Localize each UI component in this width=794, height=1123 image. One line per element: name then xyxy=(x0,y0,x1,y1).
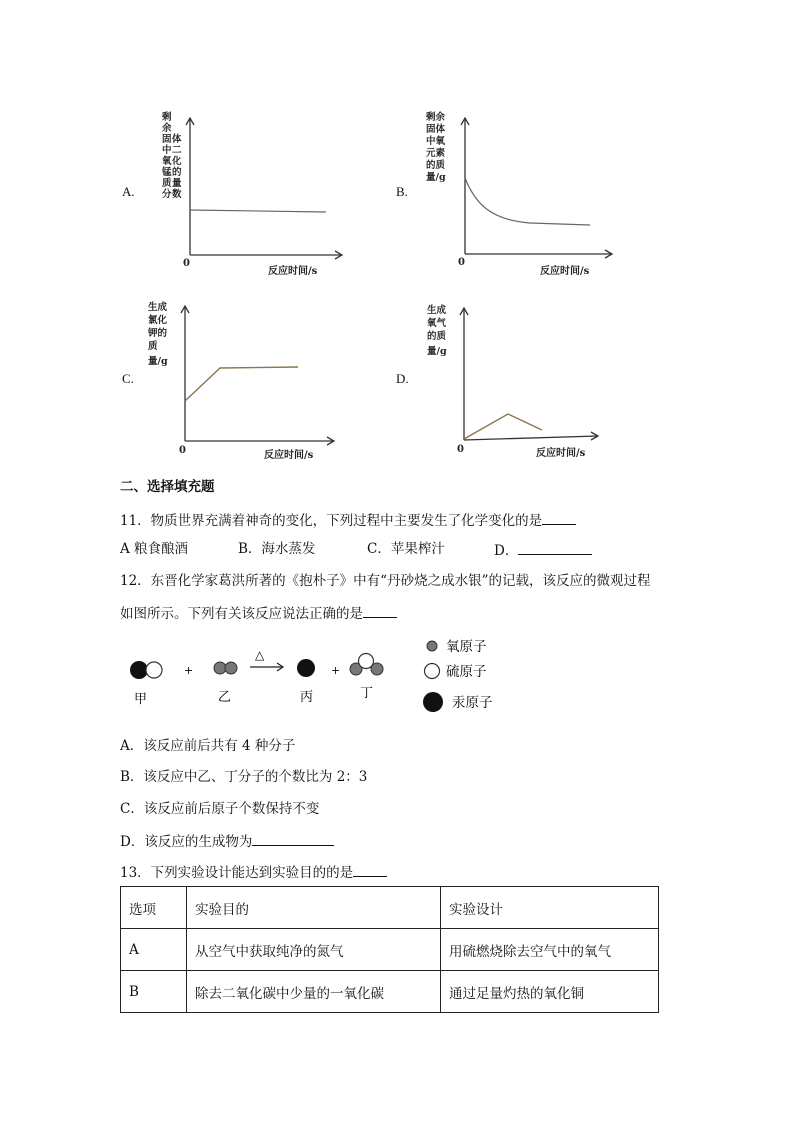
svg-text:钾的: 钾的 xyxy=(148,328,168,339)
q12-stem-line1: 12．东晋化学家葛洪所著的《抱朴子》中有“丹砂烧之成水银”的记载，该反应的微观过程 xyxy=(120,573,651,589)
q12-stem-line2: 如图所示。下列有关该反应说法正确的是 xyxy=(120,603,397,623)
table-cell: 用硫燃烧除去空气中的氧气 xyxy=(441,929,659,971)
graph-a-xlabel: 反应时间/s xyxy=(268,266,318,277)
table-cell: 从空气中获取纯净的氮气 xyxy=(187,929,441,971)
table-cell: 通过足量灼热的氧化铜 xyxy=(441,971,659,1013)
svg-text:化: 化 xyxy=(172,156,182,167)
legend-sulfur-label: 硫原子 xyxy=(446,664,487,680)
q12-option-c: C．该反应前后原子个数保持不变 xyxy=(120,801,320,817)
legend-oxygen-atom xyxy=(427,641,437,651)
graph-c-letter: C. xyxy=(122,371,134,386)
reaction-diagram xyxy=(118,630,508,716)
svg-text:量: 量 xyxy=(172,178,182,189)
experiment-table xyxy=(120,886,659,1013)
q12-option-d: D．该反应的生成物为 xyxy=(120,831,334,851)
graph-a-curve xyxy=(190,210,326,212)
svg-text:氯化: 氯化 xyxy=(148,315,168,326)
graph-c-origin: 0 xyxy=(179,445,186,456)
graph-d-axes xyxy=(460,308,598,440)
graph-d xyxy=(420,296,620,464)
heat-condition: △ xyxy=(255,648,265,662)
graph-d-xlabel: 反应时间/s xyxy=(536,448,586,459)
header-option: 选项 xyxy=(121,887,187,929)
graph-b-xlabel: 反应时间/s xyxy=(540,266,590,277)
graph-c-axes xyxy=(181,306,334,445)
q12-option-b: B．该反应中乙、丁分子的个数比为 2：3 xyxy=(120,769,368,785)
q11-option-b: B．海水蒸发 xyxy=(238,541,316,557)
svg-text:体: 体 xyxy=(172,134,182,145)
q11-option-d-blank[interactable] xyxy=(518,540,592,555)
graph-d-ylabel xyxy=(427,304,447,357)
svg-text:量/g: 量/g xyxy=(427,346,447,357)
graph-a xyxy=(150,108,350,278)
svg-text:氧: 氧 xyxy=(162,156,172,167)
section-title: 二、选择填充题 xyxy=(120,479,215,495)
svg-text:的质: 的质 xyxy=(427,331,447,342)
svg-text:中氧: 中氧 xyxy=(426,136,446,147)
svg-text:分: 分 xyxy=(162,189,172,200)
svg-text:剩: 剩 xyxy=(162,112,172,123)
table-cell: B xyxy=(121,971,187,1013)
svg-text:氧气: 氧气 xyxy=(427,318,447,329)
graph-a-axes xyxy=(186,118,342,259)
q11-option-c: C．苹果榨汁 xyxy=(367,541,445,557)
q12-answer-blank[interactable] xyxy=(363,603,397,618)
q11-answer-blank[interactable] xyxy=(542,510,576,525)
svg-text:锰: 锰 xyxy=(162,167,172,178)
q11-stem: 11．物质世界充满着神奇的变化，下列过程中主要发生了化学变化的是 xyxy=(120,510,576,530)
svg-text:的: 的 xyxy=(172,167,182,178)
svg-text:生成: 生成 xyxy=(427,305,447,316)
label-jia: 甲 xyxy=(134,692,148,707)
svg-text:中: 中 xyxy=(162,145,172,156)
q11-option-d: D． xyxy=(494,540,592,560)
q13-answer-blank[interactable] xyxy=(353,862,387,877)
table-row xyxy=(121,929,659,971)
svg-text:生成: 生成 xyxy=(148,302,168,313)
table-header-row xyxy=(121,887,659,929)
graph-b xyxy=(420,108,620,278)
graph-b-letter: B. xyxy=(396,184,408,199)
graph-b-axes xyxy=(461,118,612,258)
q12-option-a: A．该反应前后共有 4 种分子 xyxy=(120,738,296,754)
svg-text:固: 固 xyxy=(162,134,172,145)
graph-a-origin: 0 xyxy=(183,258,190,269)
svg-text:数: 数 xyxy=(172,189,182,200)
svg-text:二: 二 xyxy=(172,145,182,156)
svg-text:质: 质 xyxy=(148,341,158,352)
table-cell: 除去二氧化碳中少量的一氧化碳 xyxy=(187,971,441,1013)
graph-b-curve xyxy=(465,178,590,225)
graph-a-letter: A. xyxy=(122,184,135,199)
label-yi: 乙 xyxy=(218,690,232,705)
graph-d-origin: 0 xyxy=(457,444,464,455)
table-row xyxy=(121,971,659,1013)
legend-mercury-atom xyxy=(423,692,443,712)
svg-text:元素: 元素 xyxy=(426,148,446,159)
svg-text:余: 余 xyxy=(162,123,172,134)
svg-text:量/g: 量/g xyxy=(426,172,446,183)
svg-text:量/g: 量/g xyxy=(148,356,168,367)
label-ding: 丁 xyxy=(360,686,374,701)
header-purpose: 实验目的 xyxy=(187,887,441,929)
reaction-arrow xyxy=(250,663,283,671)
q11-option-a: A 粮食酿酒 xyxy=(120,541,189,557)
atom-bing xyxy=(297,659,315,677)
legend-sulfur-atom xyxy=(425,664,440,679)
graph-d-letter: D. xyxy=(396,371,409,386)
graph-c-ylabel xyxy=(147,301,168,367)
graph-c-xlabel: 反应时间/s xyxy=(264,450,314,461)
plus-sign-2: + xyxy=(331,664,341,677)
q13-stem: 13．下列实验设计能达到实验目的的是 xyxy=(120,862,387,882)
graph-b-origin: 0 xyxy=(458,257,465,268)
graph-b-ylabel xyxy=(426,111,446,183)
svg-text:的质: 的质 xyxy=(426,160,446,171)
header-design: 实验设计 xyxy=(441,887,659,929)
legend-oxygen-label: 氧原子 xyxy=(446,639,487,655)
graph-c-curve xyxy=(185,367,298,401)
legend-mercury-label: 汞原子 xyxy=(452,695,493,711)
plus-sign-1: + xyxy=(184,664,194,677)
svg-text:质: 质 xyxy=(162,178,172,189)
graph-a-ylabel xyxy=(161,111,182,200)
svg-text:剩余: 剩余 xyxy=(426,112,446,123)
table-cell: A xyxy=(121,929,187,971)
graph-d-curve xyxy=(464,414,542,439)
molecule-yi xyxy=(214,662,237,674)
diagram-legend xyxy=(423,639,493,712)
svg-text:固体: 固体 xyxy=(426,124,446,135)
molecule-jia xyxy=(130,661,162,679)
graph-c xyxy=(146,296,346,464)
q12-option-d-blank[interactable] xyxy=(252,831,334,846)
label-bing: 丙 xyxy=(300,690,314,705)
molecule-ding xyxy=(350,654,383,676)
